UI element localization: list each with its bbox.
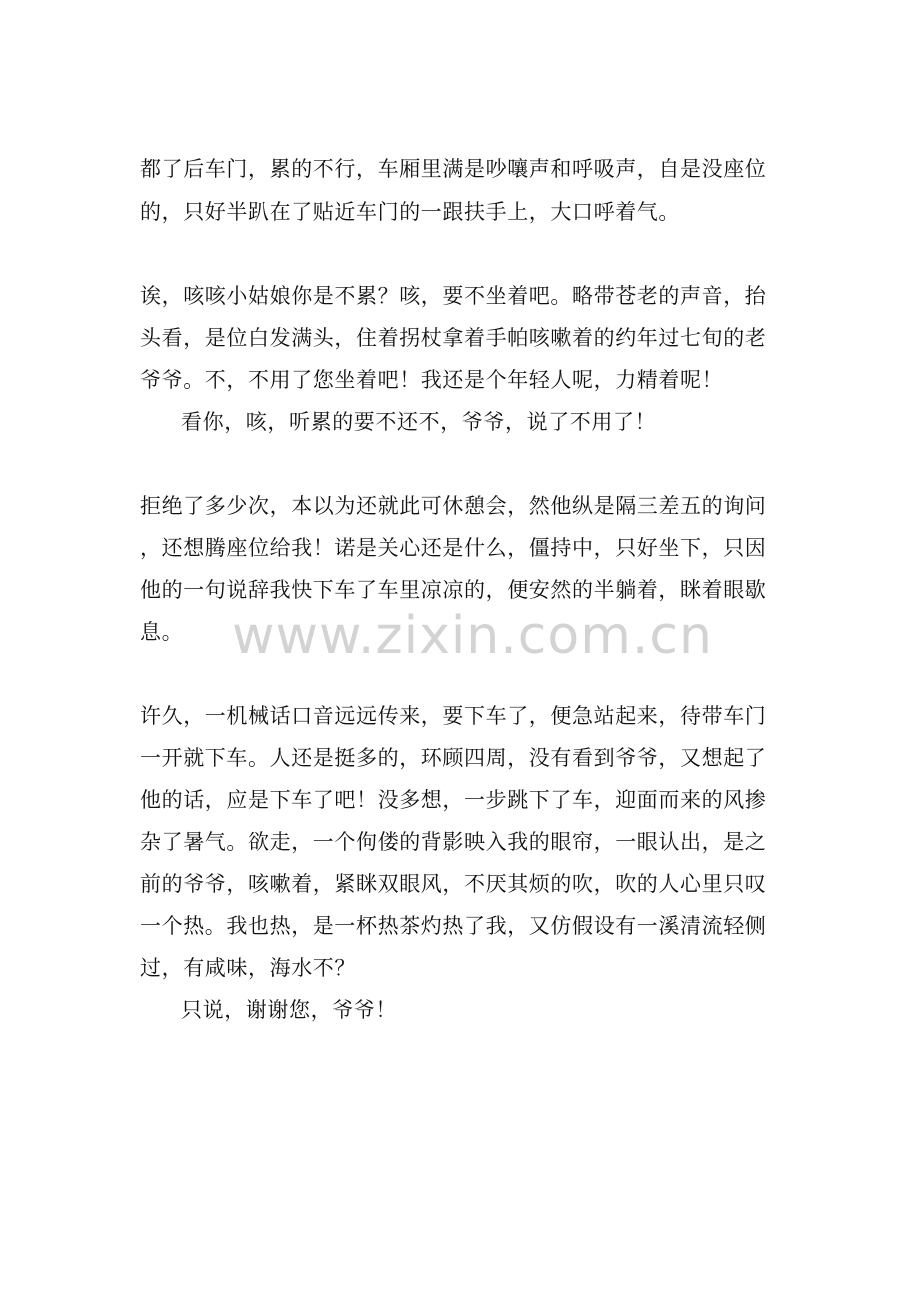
text-line: 爷爷。不，不用了您坐着吧！我还是个年轻人呢，力精着呢！ <box>140 368 724 392</box>
text-line: 一个热。我也热，是一杯热茶灼热了我，又仿假设有一溪清流轻侧 <box>140 914 767 938</box>
text-line: 都了后车门，累的不行，车厢里满是吵嚷声和呼吸声，自是没座位 <box>140 157 767 181</box>
text-line: 过，有咸味，海水不？ <box>140 956 356 980</box>
text-line: 一开就下车。人还是挺多的，环顾四周，没有看到爷爷，又想起了 <box>140 746 767 770</box>
text-line: 前的爷爷，咳嗽着，紧眯双眼风，不厌其烦的吹，吹的人心里只叹 <box>140 872 767 896</box>
text-line: 的，只好半趴在了贴近车门的一跟扶手上，大口呼着气。 <box>140 200 680 224</box>
text-line: 许久，一机械话口音远远传来，要下车了，便急站起来，待带车门 <box>140 704 767 728</box>
watermark: www.zixin.com.cn <box>232 606 713 666</box>
text-line: 头看，是位白发满头，住着拐杖拿着手帕咳嗽着的约年过七旬的老 <box>140 326 767 350</box>
text-line: 他的一句说辞我快下车了车里凉凉的，便安然的半躺着，眯着眼歇 <box>140 578 767 602</box>
text-line: 只说，谢谢您，爷爷！ <box>181 998 397 1022</box>
text-line: 他的话，应是下车了吧！没多想，一步跳下了车，迎面而来的风掺 <box>140 788 767 812</box>
text-line: 诶，咳咳小姑娘你是不累？咳，要不坐着吧。略带苍老的声音，抬 <box>140 284 767 308</box>
text-line: ，还想腾座位给我！诺是关心还是什么，僵持中，只好坐下，只因 <box>140 536 767 560</box>
text-line: 杂了暑气。欲走，一个佝偻的背影映入我的眼帘，一眼认出，是之 <box>140 830 767 854</box>
text-line: 拒绝了多少次，本以为还就此可休憩会，然他纵是隔三差五的询问 <box>140 494 767 518</box>
text-line: 看你，咳，听累的要不还不，爷爷，说了不用了！ <box>181 410 657 434</box>
text-line: 息。 <box>140 620 184 644</box>
